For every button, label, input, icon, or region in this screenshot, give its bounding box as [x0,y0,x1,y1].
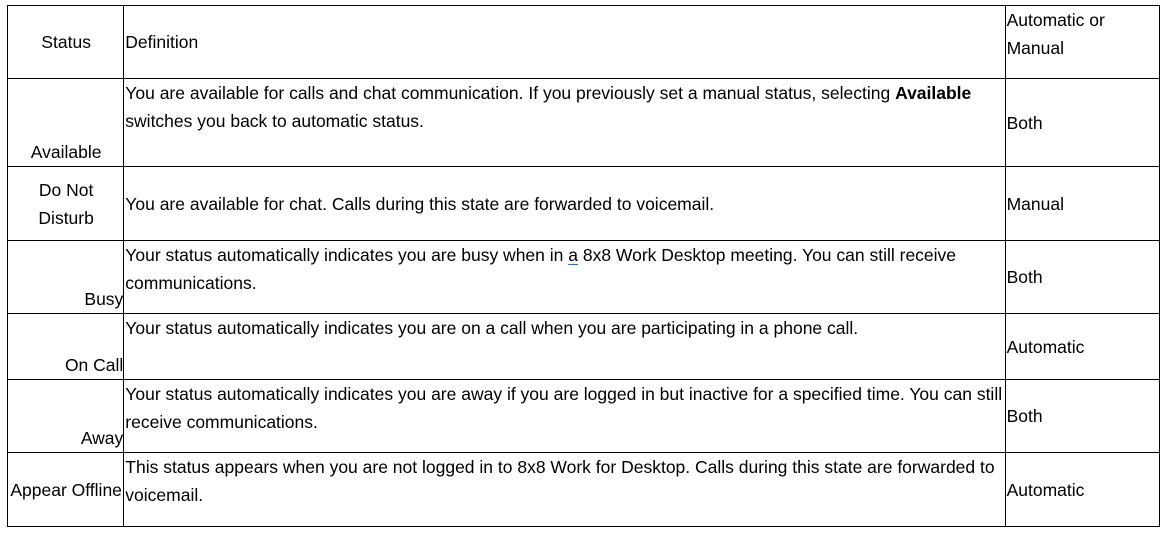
definition-text: Your status automatically indicates you are busy when in [125,245,569,265]
table-header-row [8,6,1160,79]
status-busy: Busy [8,241,124,314]
definition-away: Your status automatically indicates you are away if you are logged in but inactive for a specified time. You can still receive communications. [124,380,1005,453]
mode-busy: Both [1005,241,1159,314]
definition-emphasis: Available [895,83,972,103]
mode-do-not-disturb: Manual [1005,167,1159,241]
table-row [8,314,1160,380]
definition-on-call: Your status automatically indicates you are on a call when you are participating in a phone call. [124,314,1005,380]
definition-appear-offline: This status appears when you are not logged in to 8x8 Work for Desktop. Calls during this state are forwarded to voicemail. [124,453,1005,527]
definition-text: 8x8 Work Desktop meeting. You can still receive communications. [125,245,957,293]
header-status: Status [8,6,124,79]
definition-text: switches you back to automatic status. [125,111,424,131]
table-row [8,380,1160,453]
status-on-call: On Call [8,314,124,380]
header-automatic-or-manual: Automatic or Manual [1005,6,1159,79]
mode-on-call: Automatic [1005,314,1159,380]
header-definition: Definition [124,6,1005,79]
definition-text: You are available for calls and chat communication. If you previously set a manual status, selecting [125,83,896,103]
mode-appear-offline: Automatic [1005,453,1159,527]
table-row [8,453,1160,527]
status-do-not-disturb: Do Not Disturb [8,167,124,241]
definition-do-not-disturb: You are available for chat. Calls during this state are forwarded to voicemail. [124,167,1005,241]
mode-available: Both [1005,79,1159,167]
status-definitions-table [7,5,1160,527]
table-row [8,241,1160,314]
mode-away: Both [1005,380,1159,453]
status-away: Away [8,380,124,453]
definition-busy [124,241,1005,314]
table-row [8,167,1160,241]
status-appear-offline: Appear Offline [8,453,124,527]
definition-available [124,79,1005,167]
table-row [8,79,1160,167]
status-available: Available [8,79,124,167]
definition-underlined-word: a [568,245,578,265]
